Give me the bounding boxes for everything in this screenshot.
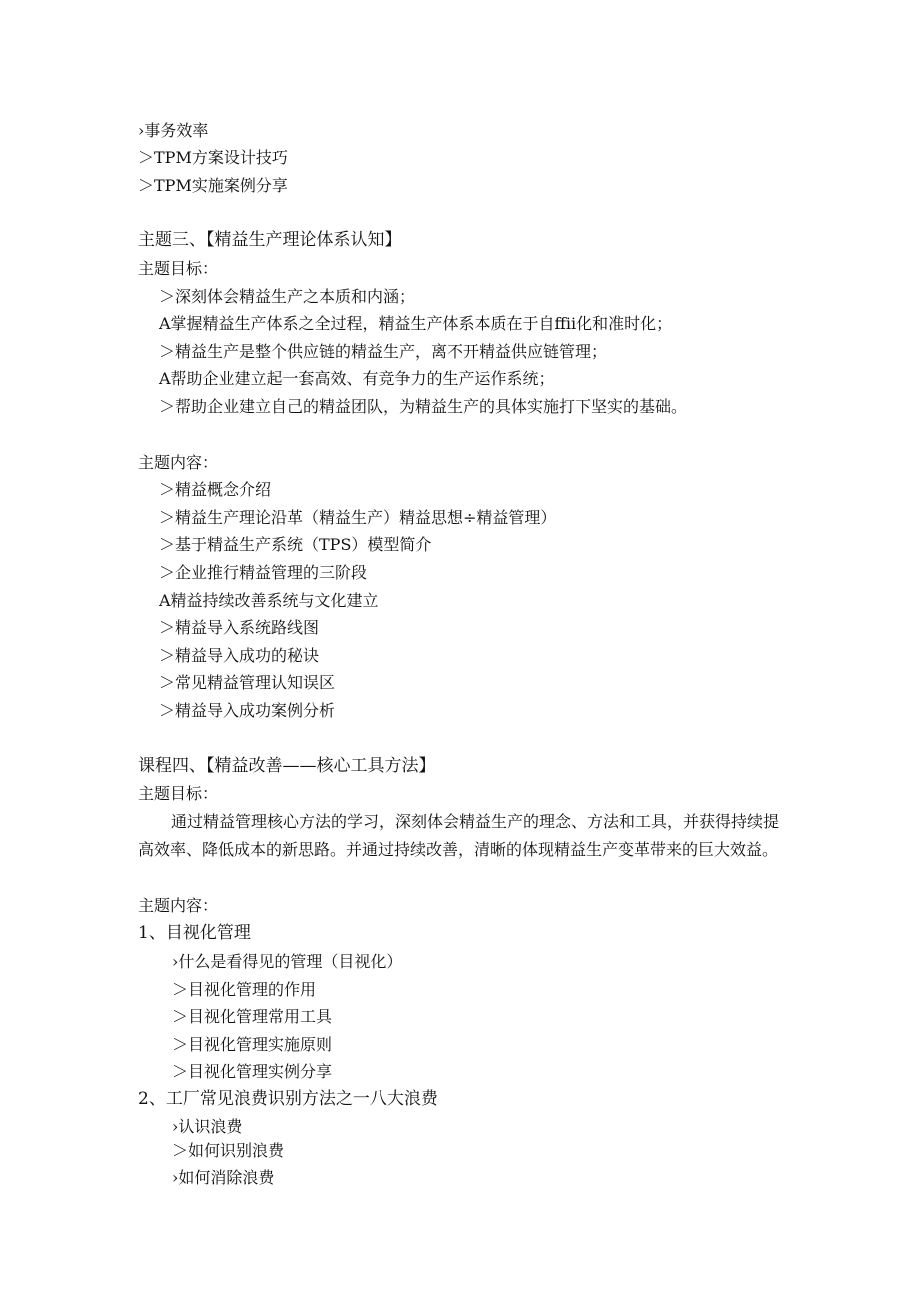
section-title: 主题三、【精益生产理论体系认知】 xyxy=(138,230,402,250)
list-item: ›事务效率 xyxy=(138,121,209,140)
content-item: ＞常见精益管理认知误区 xyxy=(159,673,336,692)
goal-item: ＞深刻体会精益生产之本质和内涵； xyxy=(159,287,416,306)
goal-item: A掌握精益生产体系之全过程，精益生产体系本质在于自ffii化和准时化； xyxy=(159,314,673,333)
goal-label: 主题目标： xyxy=(138,784,219,803)
content-item: ＞精益生产理论沿革（精益生产）精益思想÷精益管理） xyxy=(159,508,557,527)
goal-label: 主题目标： xyxy=(138,259,219,278)
content-item: ＞精益导入系统路线图 xyxy=(159,618,320,637)
content-item: ＞精益导入成功案例分析 xyxy=(159,701,336,720)
content-item: ＞精益概念介绍 xyxy=(159,480,272,499)
list-item: ＞TPM方案设计技巧 xyxy=(138,148,288,167)
subsection-title: 1、目视化管理 xyxy=(138,923,251,943)
goal-item: ＞精益生产是整个供应链的精益生产，离不开精益供应链管理； xyxy=(159,342,608,361)
content-item: A精益持续改善系统与文化建立 xyxy=(159,591,379,610)
goal-item: A帮助企业建立起一套高效、有竞争力的生产运作系统； xyxy=(159,369,555,388)
content-item: ＞目视化管理实施原则 xyxy=(172,1035,333,1054)
content-label: 主题内容： xyxy=(138,453,219,472)
content-item: ＞基于精益生产系统（TPS）模型简介 xyxy=(159,535,432,554)
content-item: ›什么是看得见的管理（目视化） xyxy=(172,952,403,971)
list-item: ＞TPM实施案例分享 xyxy=(138,176,288,195)
content-item: ＞目视化管理实例分享 xyxy=(172,1062,333,1081)
content-item: ＞企业推行精益管理的三阶段 xyxy=(159,563,368,582)
content-label: 主题内容： xyxy=(138,896,219,915)
subsection-title: 2、工厂常见浪费识别方法之一八大浪费 xyxy=(138,1089,438,1109)
content-item: ＞精益导入成功的秘诀 xyxy=(159,646,320,665)
goal-paragraph: 通过精益管理核心方法的学习，深刻体会精益生产的理念、方法和工具，并获得持续提高效率、降低成本的新思路。并通过持续改善，清晰的体现精益生产变革带来的巨大效益。 xyxy=(138,812,780,859)
content-item: ＞目视化管理的作用 xyxy=(172,980,317,999)
content-item: ＞目视化管理常用工具 xyxy=(172,1007,333,1026)
content-item: ›认识浪费 xyxy=(172,1117,243,1136)
content-item: ›如何消除浪费 xyxy=(172,1168,275,1187)
content-item: ＞如何识别浪费 xyxy=(172,1141,285,1160)
section-title: 课程四、【精益改善——核心工具方法】 xyxy=(138,756,436,776)
goal-item: ＞帮助企业建立自己的精益团队，为精益生产的具体实施打下坚实的基础。 xyxy=(159,397,688,416)
